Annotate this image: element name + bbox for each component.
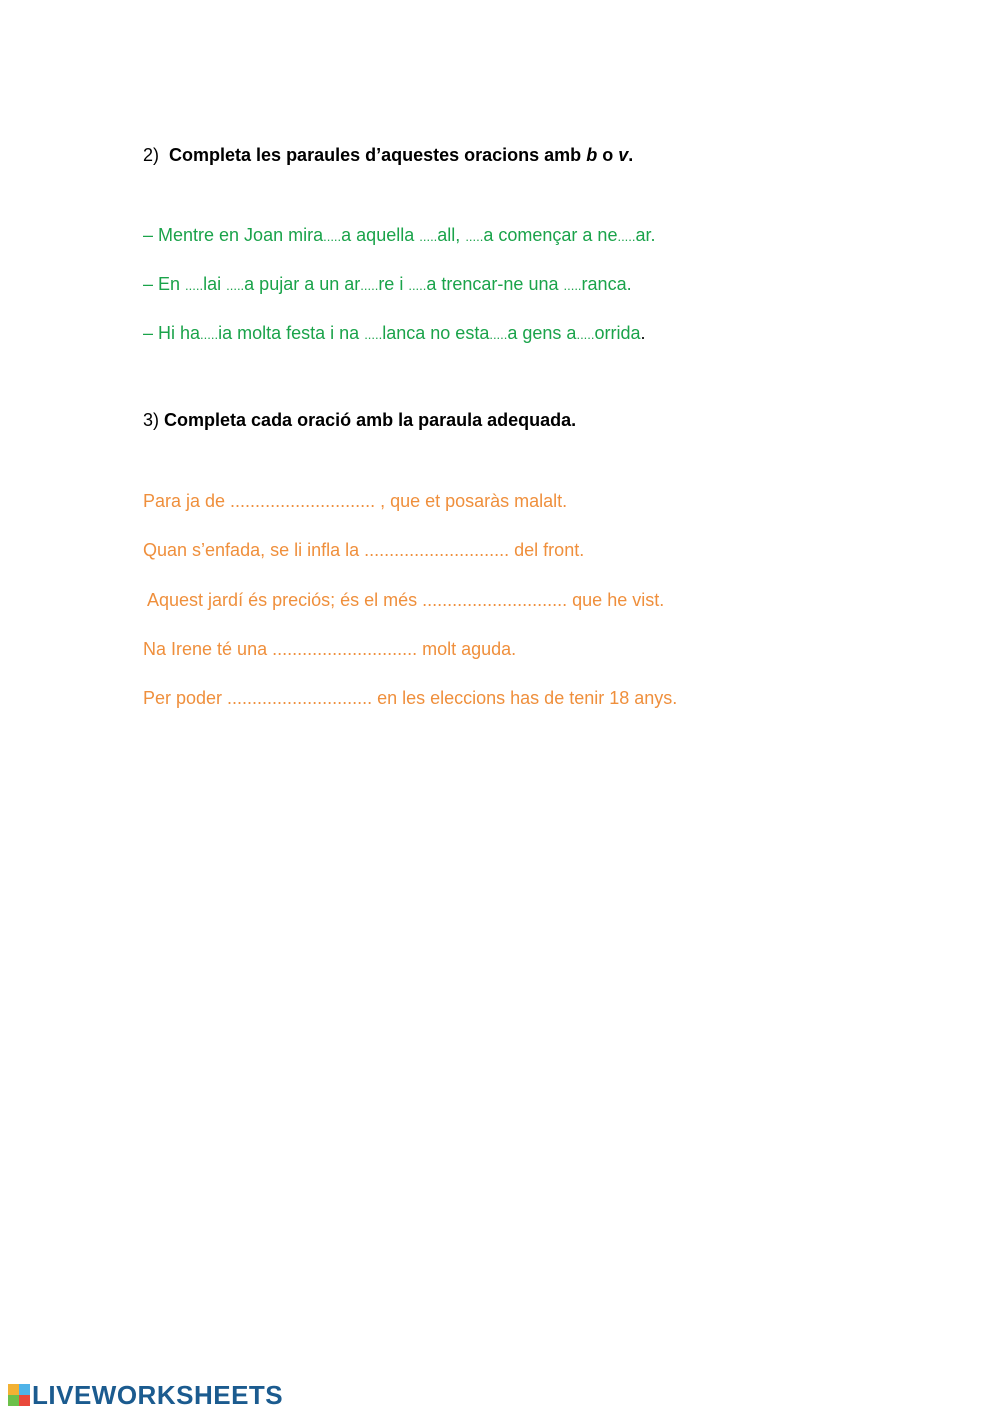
sentence-text: re i [378,274,409,294]
letter-v: v [618,145,629,165]
sentence-text: ar. [635,225,656,245]
exercise-3-sentence-3[interactable]: Aquest jardí és preciós; és el més ............................. que he vist. [143,590,665,610]
exercise-3-sentence-5[interactable]: Per poder ............................. en les eleccions has de tenir 18 anys. [143,688,678,708]
blocks-icon [8,1384,30,1406]
logo-text: LIVEWORKSHEETS [32,1380,284,1410]
sentence-text: a aquella [341,225,420,245]
blank-field[interactable]: ..... [563,278,582,293]
sentence-end: . [640,323,646,343]
sentence-text: a trencar-ne una [426,274,564,294]
sentence-text: a començar a ne [483,225,618,245]
blank-field[interactable]: ..... [617,229,636,244]
exercise-2-sentence-1 [143,224,656,248]
sentence-text: a pujar a un ar [244,274,361,294]
blank-field[interactable]: ..... [323,229,342,244]
letter-b: b [586,145,598,165]
blank-field[interactable]: ..... [489,327,508,342]
exercise-2-number: 2) [143,145,160,165]
sentence-text: – Mentre en Joan mira [143,225,324,245]
exercise-3-number: 3) [143,410,160,430]
sentence-text: lanca no esta [382,323,490,343]
blank-field[interactable]: ..... [408,278,427,293]
sentence-text: all, [437,225,466,245]
blank-field[interactable]: ..... [419,229,438,244]
exercise-2-instruction: Completa les paraules d’aquestes oracions amb [169,145,587,165]
sentence-text: ranca. [581,274,632,294]
exercise-3-heading [143,409,576,431]
blank-field[interactable]: ..... [465,229,484,244]
exercise-3-instruction: Completa cada oració amb la paraula adequada. [164,410,577,430]
exercise-2-sentence-2 [143,273,632,297]
sentence-text: – Hi ha [143,323,201,343]
exercise-3-sentence-2[interactable]: Quan s’enfada, se li infla la ............................. del front. [143,540,585,560]
exercise-3-sentence-4[interactable]: Na Irene té una ............................. molt aguda. [143,639,517,659]
sentence-text: ia molta festa i na [218,323,365,343]
sentence-text: – En [143,274,186,294]
exercise-2-sentence-3 [143,322,646,346]
blank-field[interactable]: ..... [364,327,383,342]
blank-field[interactable]: ..... [185,278,204,293]
sentence-text: lai [203,274,227,294]
liveworksheets-logo [8,1382,283,1408]
sentence-text: a gens a [507,323,577,343]
blank-field[interactable]: ..... [200,327,219,342]
exercise-2-heading: 2) Completa les paraules d’aquestes oracions amb b o v. [143,145,634,165]
blank-field[interactable]: ..... [360,278,379,293]
exercise-3-sentence-1[interactable]: Para ja de ............................. , que et posaràs malalt. [143,491,568,511]
sentence-text: orrida [594,323,641,343]
blank-field[interactable]: ..... [226,278,245,293]
blank-field[interactable]: ..... [576,327,595,342]
